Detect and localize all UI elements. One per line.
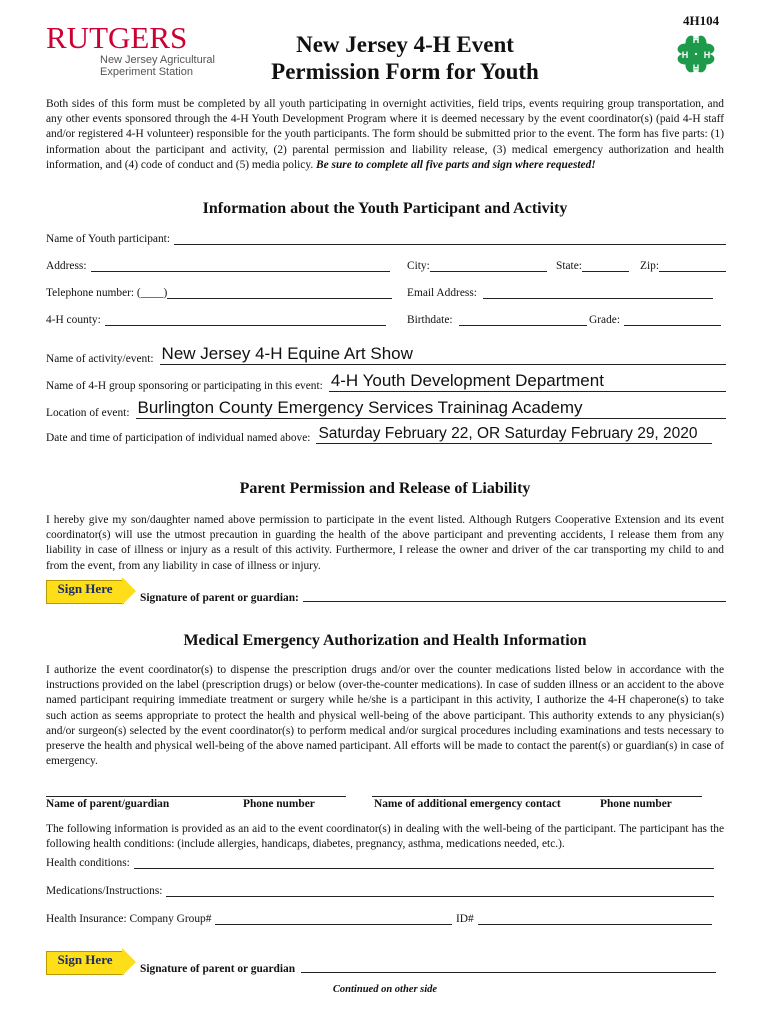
address-label: Address: — [46, 260, 87, 272]
svg-text:H: H — [703, 50, 711, 60]
zip-line[interactable] — [659, 259, 726, 272]
section-medical-heading: Medical Emergency Authorization and Health Information — [183, 632, 587, 649]
section-participant-heading: Information about the Youth Participant and Activity — [202, 200, 568, 217]
city-field[interactable] — [407, 259, 547, 272]
zip-field[interactable] — [640, 259, 726, 272]
county-field[interactable] — [46, 313, 386, 326]
permission-signature-line[interactable] — [303, 589, 726, 602]
parent-phone-label: Phone number — [243, 798, 315, 810]
birthdate-line[interactable] — [459, 313, 587, 326]
title-line-1: New Jersey 4-H Event — [296, 32, 514, 57]
section-permission-heading: Parent Permission and Release of Liability — [239, 480, 531, 497]
sign-here-arrow-icon — [46, 948, 138, 976]
insurance-id-line[interactable] — [478, 912, 712, 925]
city-line[interactable] — [430, 259, 547, 272]
health-info-paragraph: The following information is provided as an aid to the event coordinator(s) in dealing with the well-being of the participant. The participant has the following health conditions: (include allergies, handicaps, diabetes, pregnancy, asthma, medications needed, etc.). — [46, 823, 724, 851]
intro-paragraph — [46, 97, 724, 173]
activity-input[interactable]: New Jersey 4-H Equine Art Show — [160, 344, 726, 365]
sign-here-label: Sign Here — [57, 581, 113, 596]
continued-note: Continued on other side — [332, 984, 438, 995]
activity-label: Name of activity/event: — [46, 353, 154, 365]
zip-label: Zip: — [640, 260, 659, 272]
grade-line[interactable] — [624, 313, 721, 326]
group-label: Name of 4-H group sponsoring or participating in this event: — [46, 380, 323, 392]
insurance-id-label: ID# — [456, 913, 474, 925]
sign-here-arrow-icon — [46, 577, 138, 605]
4-h-clover-icon — [670, 28, 722, 80]
medical-signature-row[interactable] — [46, 948, 716, 976]
emergency-contact-label: Name of additional emergency contact — [374, 798, 561, 810]
insurance-group-line[interactable] — [215, 912, 452, 925]
email-label: Email Address: — [407, 287, 477, 299]
permission-signature-label: Signature of parent or guardian: — [140, 592, 299, 604]
date-field[interactable] — [46, 425, 712, 444]
health-conditions-line[interactable] — [134, 856, 714, 869]
medications-label: Medications/Instructions: — [46, 885, 163, 897]
birthdate-label: Birthdate: — [407, 314, 453, 326]
medications-line[interactable] — [166, 884, 714, 897]
medical-signature-line[interactable] — [301, 960, 716, 973]
state-label: State: — [556, 260, 582, 272]
logo-subtitle-line-1: New Jersey Agricultural — [100, 54, 215, 66]
location-label: Location of event: — [46, 407, 130, 419]
health-conditions-label: Health conditions: — [46, 857, 130, 869]
intro-text: Both sides of this form must be completed by all youth participating in overnight activities, field trips, events requiring group transportation, and any other events sponsored through the 4-H Youth Development Program where it is deemed necessary by the event coordinator(s) (paid 4-H staff and/or registered 4-H volunteer) responsible for the youth participants. The form should be submitted prior to the event. The form has five parts: (1) information about the participant and activity, (2) parental permission and liability release, (3) medical emergency authorization and health information, and (4) code of conduct and (5) media policy. — [46, 98, 724, 171]
email-line[interactable] — [483, 286, 713, 299]
parent-guardian-line[interactable] — [46, 784, 346, 797]
state-line[interactable] — [582, 259, 629, 272]
address-field[interactable] — [46, 259, 390, 272]
health-conditions-field[interactable] — [46, 856, 714, 869]
intro-emphasis: Be sure to complete all five parts and sign where requested! — [316, 158, 596, 171]
location-input[interactable]: Burlington County Emergency Services Traininag Academy — [136, 398, 727, 419]
email-field[interactable] — [407, 286, 713, 299]
group-input[interactable]: 4-H Youth Development Department — [329, 371, 726, 392]
date-input[interactable]: Saturday February 22, OR Saturday February 29, 2020 — [316, 425, 712, 444]
city-label: City: — [407, 260, 430, 272]
permission-signature-row[interactable] — [46, 577, 726, 605]
county-line[interactable] — [105, 313, 386, 326]
location-field[interactable] — [46, 398, 726, 419]
svg-text:H: H — [692, 63, 700, 73]
medical-signature-label: Signature of parent or guardian — [140, 963, 296, 975]
youth-name-field[interactable] — [46, 232, 726, 245]
medical-paragraph: I authorize the event coordinator(s) to dispense the prescription drugs and/or over the counter medications listed below in accordance with the instructions provided on the label (prescription drugs) or below (over-the-counter medications). In case of sudden illness or an accident to the above named participant requiring immediate treatment or surgery while he/she is a participant in this activity, I authorize the 4-H chaperone(s) to take such action as seems appropriate to protect the health and physical well-being of the above participant. This authority extends to any physician(s) and/or surgeon(s) selected by the event coordinator(s) to perform medical and/or surgical procedures including examinations and tests necessary to preserve the health and physical well-being of the above named participant. All efforts will be made to contact the parent(s) or guardian(s) in case of emergency. — [46, 664, 724, 768]
grade-label: Grade: — [589, 314, 620, 326]
address-line[interactable] — [91, 259, 391, 272]
svg-text:H: H — [692, 35, 700, 45]
svg-text:H: H — [681, 50, 689, 60]
medications-field[interactable] — [46, 884, 714, 897]
logo-subtitle — [100, 54, 215, 78]
birthdate-field[interactable] — [407, 313, 587, 326]
logo-subtitle-line-2: Experiment Station — [100, 66, 193, 78]
sign-here-label: Sign Here — [57, 952, 113, 967]
telephone-line[interactable] — [167, 286, 392, 299]
telephone-label: Telephone number: (____) — [46, 287, 168, 299]
emergency-contact-line[interactable] — [372, 784, 702, 797]
emergency-phone-label: Phone number — [600, 798, 672, 810]
grade-field[interactable] — [589, 313, 721, 326]
date-label: Date and time of participation of individual named above: — [46, 432, 311, 444]
telephone-field[interactable] — [46, 286, 392, 299]
title-line-2: Permission Form for Youth — [271, 59, 539, 84]
state-field[interactable] — [556, 259, 629, 272]
activity-field[interactable] — [46, 344, 726, 365]
youth-name-line[interactable] — [174, 232, 726, 245]
group-field[interactable] — [46, 371, 726, 392]
insurance-id-field[interactable] — [456, 912, 712, 925]
county-label: 4-H county: — [46, 314, 101, 326]
page-title — [200, 31, 610, 85]
insurance-group-field[interactable] — [46, 912, 452, 925]
form-code: 4H104 — [683, 13, 720, 28]
youth-name-label: Name of Youth participant: — [46, 233, 171, 245]
rutgers-logo: RUTGERS — [46, 20, 188, 55]
permission-paragraph: I hereby give my son/daughter named above permission to participate in the event listed. Although Rutgers Cooperative Extension and its event coordinator(s) will use the utmost precaution in guarding the health of the above participant and preventing accidents, I release them from any liability in case of illness or injury as a result of this activity. Furthermore, I release the owner and driver of the car transporting my child to and from the event, from any liability in case of illness or injury. — [46, 514, 724, 572]
insurance-group-label: Health Insurance: Company Group# — [46, 913, 212, 925]
parent-guardian-label: Name of parent/guardian — [46, 798, 170, 810]
